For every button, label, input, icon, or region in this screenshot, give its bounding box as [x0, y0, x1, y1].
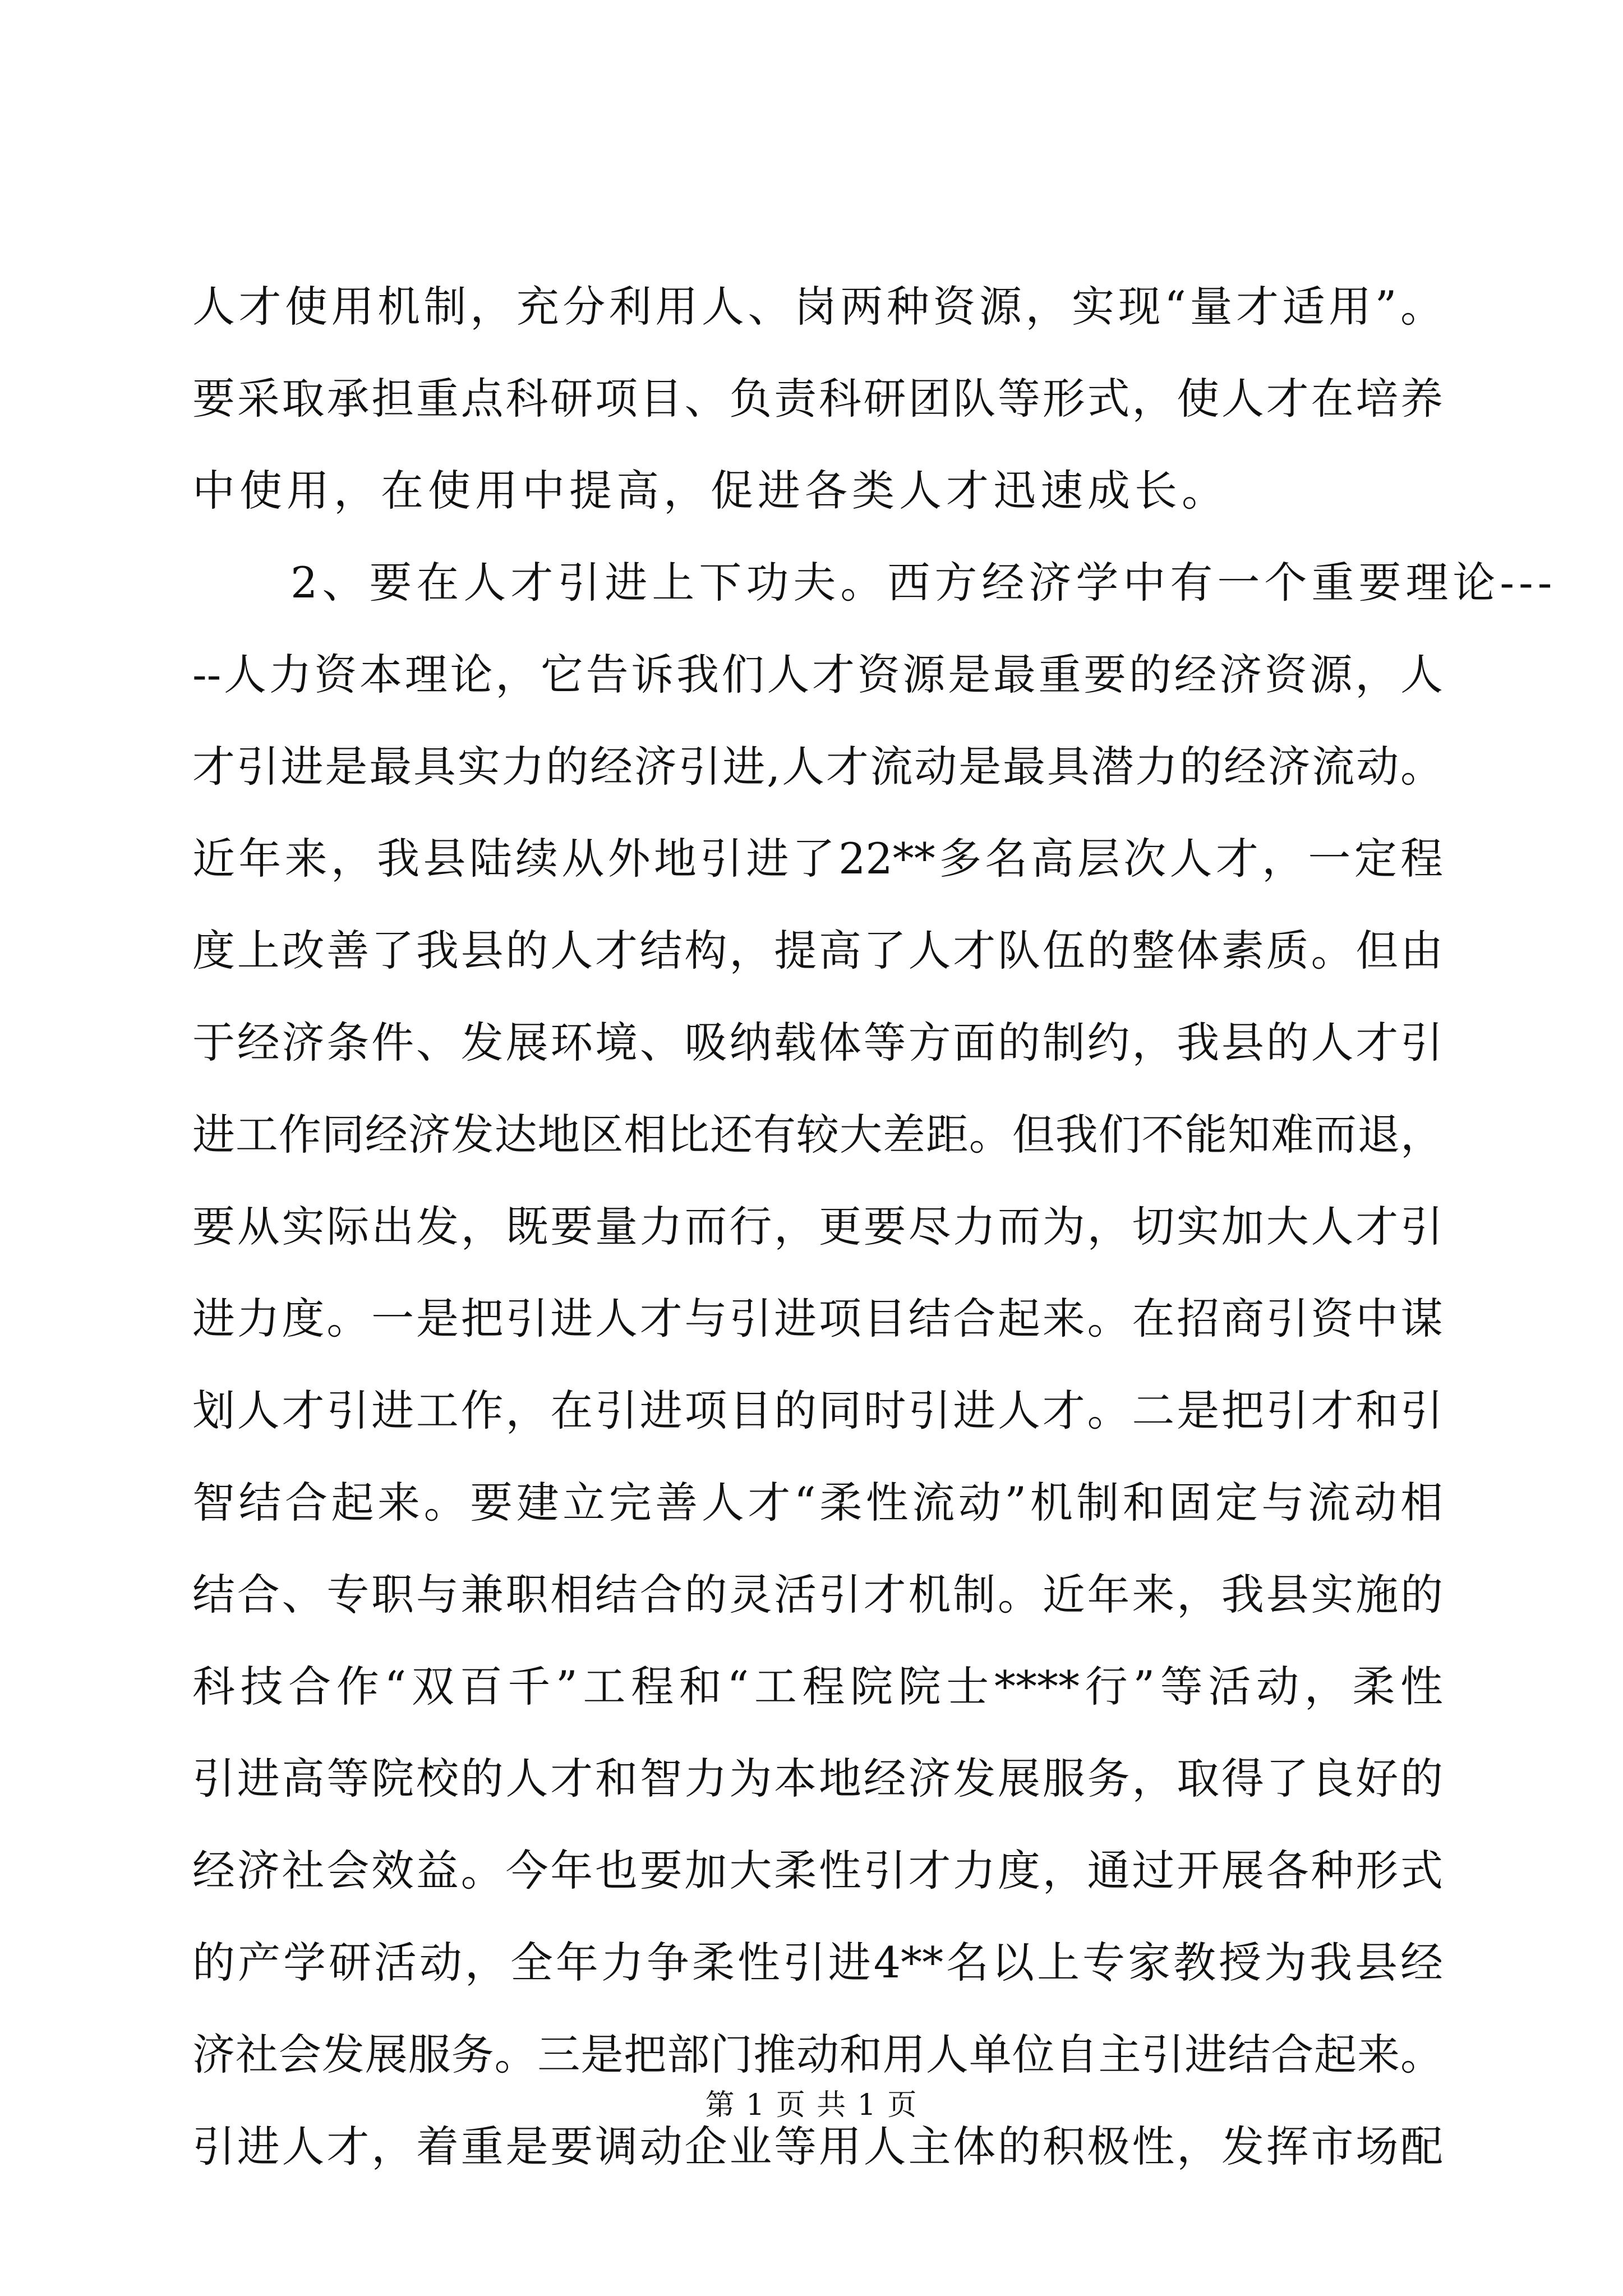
text-line: 2、要在人才引进上下功夫。西方经济学中有一个重要理论---: [291, 558, 1557, 608]
text-line: 要从实际出发，既要量力而行，更要尽力而为，切实加大人才引: [192, 1202, 1443, 1251]
text-line: 要采取承担重点科研项目、负责科研团队等形式，使人才在培养: [192, 374, 1443, 424]
text-line: 近年来，我县陆续从外地引进了22**多名高层次人才，一定程: [192, 834, 1443, 884]
text-line: 引进人才，着重是要调动企业等用人主体的积极性，发挥市场配: [192, 2122, 1443, 2171]
text-line: 经济社会效益。今年也要加大柔性引才力度，通过开展各种形式: [192, 1846, 1443, 1895]
text-line: 科技合作“双百千”工程和“工程院院士****行”等活动，柔性: [192, 1662, 1443, 1711]
text-line: 中使用，在使用中提高，促进各类人才迅速成长。: [192, 466, 1229, 516]
text-line: 济社会发展服务。三是把部门推动和用人单位自主引进结合起来。: [192, 2030, 1443, 2079]
text-line: 的产学研活动，全年力争柔性引进4**名以上专家教授为我县经: [192, 1938, 1443, 1987]
text-line: 度上改善了我县的人才结构，提高了人才队伍的整体素质。但由: [192, 926, 1443, 976]
text-line: 进力度。一是把引进人才与引进项目结合起来。在招商引资中谋: [192, 1294, 1443, 1343]
text-line: 智结合起来。要建立完善人才“柔性流动”机制和固定与流动相: [192, 1478, 1443, 1527]
body-text: [192, 261, 1557, 2193]
text-line: 结合、专职与兼职相结合的灵活引才机制。近年来，我县实施的: [192, 1570, 1443, 1619]
text-line: 划人才引进工作，在引进项目的同时引进人才。二是把引才和引: [192, 1386, 1443, 1435]
text-line: --人力资本理论，它告诉我们人才资源是最重要的经济资源，人: [192, 650, 1443, 700]
text-line: 进工作同经济发达地区相比还有较大差距。但我们不能知难而退，: [192, 1110, 1443, 1159]
text-line: 才引进是最具实力的经济引进,人才流动是最具潜力的经济流动。: [192, 742, 1443, 792]
text-line: 于经济条件、发展环境、吸纳载体等方面的制约，我县的人才引: [192, 1018, 1443, 1068]
page-footer: 第 1 页 共 1 页: [705, 2088, 918, 2122]
text-line: 引进高等院校的人才和智力为本地经济发展服务，取得了良好的: [192, 1754, 1443, 1803]
text-line: 人才使用机制，充分利用人、岗两种资源，实现“量才适用”。: [192, 282, 1443, 332]
